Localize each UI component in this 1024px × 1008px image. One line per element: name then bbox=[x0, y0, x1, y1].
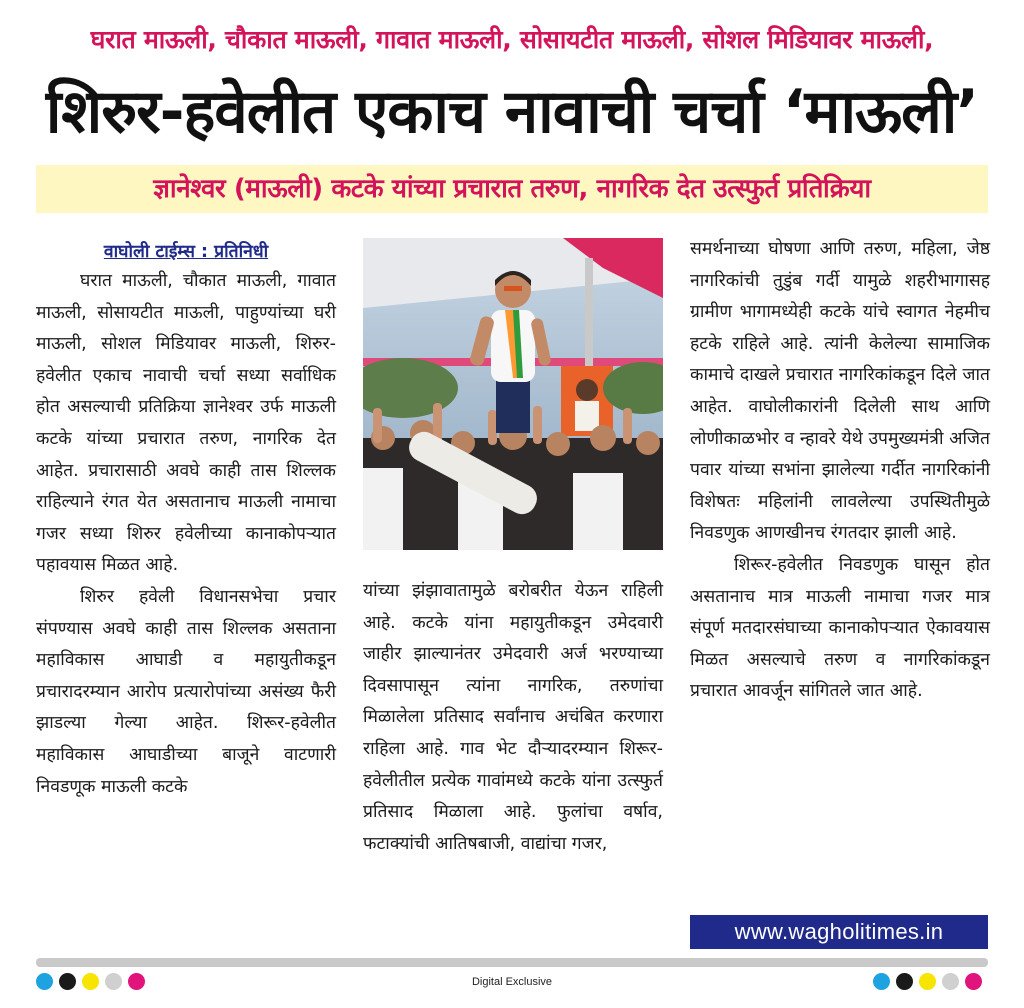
paragraph: घरात माऊली, चौकात माऊली, गावात माऊली, सोसायटीत माऊली, पाहुण्यांच्या घरी माऊली, सोशल मिडियावर माऊली, शिरुर-हवेलीत एकाच नावाची चर्चा सध्या सर्वाधिक होत असल्याची प्रतिक्रिया ज्ञानेश्वर उर्फ माऊली कटके यांच्या प्रचारात तरुण, नागरिक देत आहेत. प्रचारासाठी अवघे काही तास शिल्लक राहिल्याने रंगत येत असतानाच माऊली नामाचा गजर सध्या शिरुर हवेलीच्या कानाकोपऱ्यात पहावयास मिळत आहे. bbox=[36, 271, 336, 576]
paragraph: शिरुर हवेली विधानसभेचा प्रचार संपण्यास अवघे काही तास शिल्लक असताना महाविकास आघाडी व महायुतीकडून प्रचारादरम्यान आरोप प्रत्यारोपांच्या असंख्य फैरी झाडल्या गेल्या आहेत. शिरूर-हवेलीत महाविकास आघाडीच्या बाजूने वाटणारी निवडणूक माऊली कटके bbox=[36, 586, 336, 797]
paragraph: यांच्या झंझावातामुळे बरोबरीत येऊन राहिली आहे. कटके यांना महायुतीकडून उमेदवारी जाहीर झाल्यानंतर उमेदवारी अर्ज भरण्याच्या दिवसापासून त्यांना नागरिक, तरुणांचा मिळालेला प्रतिसाद सर्वांनाच अचंबित करणारा राहिला आहे. गाव भेट दौऱ्यादरम्यान शिरूर-हवेलीतील प्रत्येक गावांमध्ये कटके यांना उत्स्फुर्त प्रतिसाद मिळाला आहे. फुलांचा वर्षाव, फटाक्यांची आतिषबाजी, वाद्यांचा गजर, bbox=[363, 581, 663, 854]
article-column-3 bbox=[690, 234, 990, 708]
paragraph: समर्थनाच्या घोषणा आणि तरुण, महिला, जेष्ठ नागरिकांची तुडुंब गर्दी यामुळे शहरीभागासह ग्रामीण भागामध्येही कटके यांचे स्वागत नेहमीच हटके राहिले आहे. त्यांनी केलेल्या सामाजिक कामाचे दाखले प्रचारात नागरिकांकडून दिले जात आहेत. वाघोलीकारांनी दिलेली साथ आणि लोणीकाळभोर व न्हावरे येथे उपमुख्यमंत्री अजित पवार यांच्या सभांना झालेल्या गर्दीत नागरिकांनी विशेषतः महिलांनी लावलेल्या उपस्थितीमुळे निवडणुक आणखीनच रंगतदार झाली आहे. bbox=[690, 239, 990, 544]
color-dot bbox=[82, 973, 99, 990]
registration-marks-left bbox=[36, 973, 145, 990]
website-banner[interactable]: www.wagholitimes.in bbox=[690, 915, 988, 949]
color-dot bbox=[942, 973, 959, 990]
headline: शिरुर-हवेलीत एकाच नावाची चर्चा ‘माऊली’ bbox=[45, 77, 979, 147]
article-column-1 bbox=[36, 238, 336, 803]
color-dot bbox=[965, 973, 982, 990]
footer-label: Digital Exclusive bbox=[471, 976, 553, 988]
footer-divider bbox=[36, 958, 988, 967]
campaign-photo bbox=[363, 238, 663, 550]
article-column-2 bbox=[363, 576, 663, 860]
kicker-line: घरात माऊली, चौकात माऊली, गावात माऊली, सोसायटीत माऊली, सोशल मिडियावर माऊली, bbox=[90, 25, 934, 54]
subheadline: ज्ञानेश्वर (माऊली) कटके यांच्या प्रचारात तरुण, नागरिक देत उत्स्फुर्त प्रतिक्रिया bbox=[36, 165, 988, 213]
color-dot bbox=[59, 973, 76, 990]
color-dot bbox=[919, 973, 936, 990]
registration-marks-right bbox=[873, 973, 982, 990]
color-dot bbox=[105, 973, 122, 990]
color-dot bbox=[873, 973, 890, 990]
byline: वाघोली टाईम्स : प्रतिनिधी bbox=[103, 242, 269, 262]
paragraph: शिरूर-हवेलीत निवडणुक घासून होत असतानाच मात्र माऊली नामाचा गजर मात्र संपूर्ण मतदारसंघाच्या कानाकोपऱ्यात ऐकावयास मिळत असल्याचे तरुण व नागरिकांकडून प्रचारात आवर्जून सांगितले जात आहे. bbox=[690, 554, 990, 702]
color-dot bbox=[128, 973, 145, 990]
photo-illustration bbox=[363, 238, 663, 550]
color-dot bbox=[36, 973, 53, 990]
color-dot bbox=[896, 973, 913, 990]
